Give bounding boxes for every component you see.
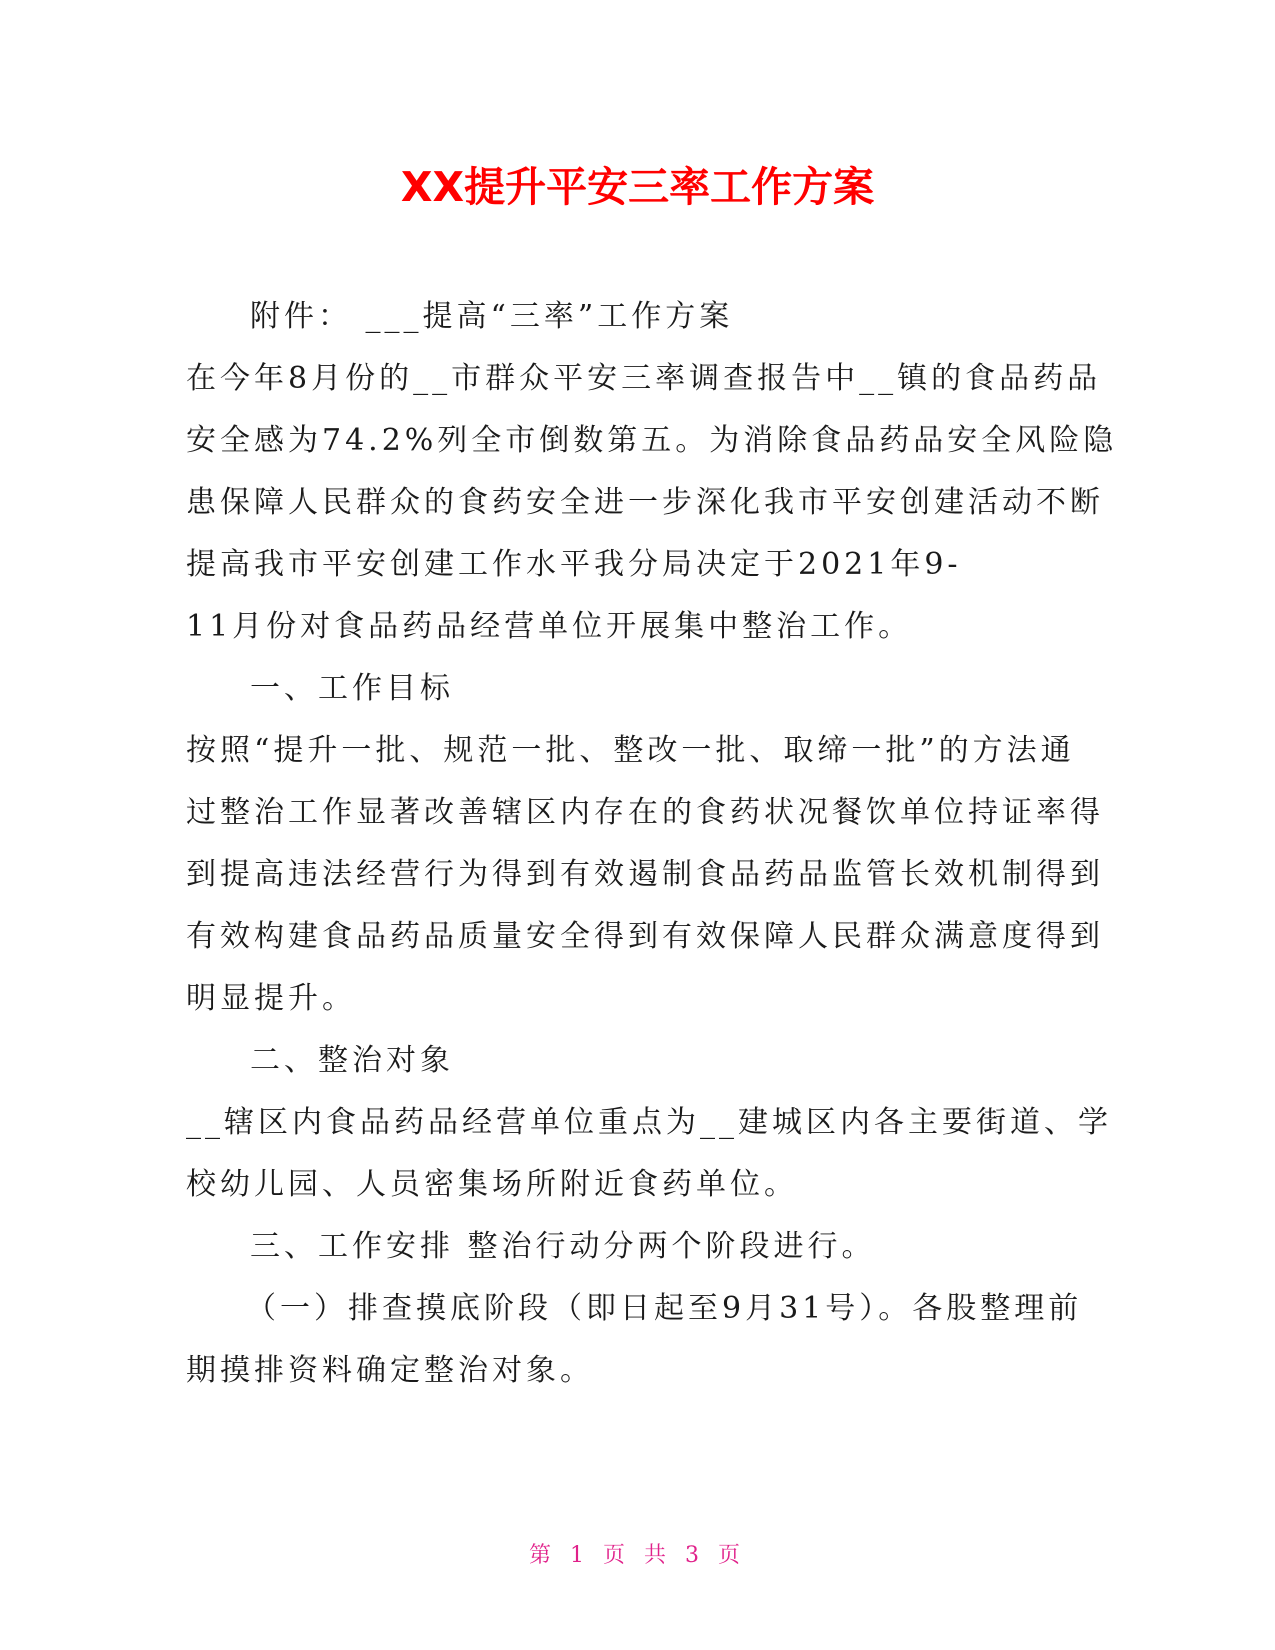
document-body bbox=[186, 286, 1118, 1402]
section-heading: 三、工作安排 整治行动分两个阶段进行。 bbox=[250, 1229, 876, 1264]
paragraph-line: 按照“提升一批、规范一批、整改一批、取缔一批”的方法通 bbox=[186, 733, 1075, 768]
paragraph-line: 患保障人民群众的食药安全进一步深化我市平安创建活动不断 bbox=[186, 485, 1104, 520]
paragraph-line: 提高我市平安创建工作水平我分局决定于2021年9- bbox=[186, 547, 962, 582]
paragraph-line: 11月份对食品药品经营单位开展集中整治工作。 bbox=[186, 609, 913, 644]
paragraph-line: 安全感为74.2%列全市倒数第五。为消除食品药品安全风险隐 bbox=[186, 423, 1118, 458]
paragraph-line: 在今年8月份的__市群众平安三率调查报告中__镇的食品药品 bbox=[186, 361, 1102, 396]
attachment-line: 附件： ___提高“三率”工作方案 bbox=[250, 299, 734, 334]
subsection-line: （一）排查摸底阶段（即日起至9月31号）。各股整理前 bbox=[246, 1291, 1083, 1326]
paragraph-line: 校幼儿园、人员密集场所附近食药单位。 bbox=[186, 1167, 798, 1202]
paragraph-line: 过整治工作显著改善辖区内存在的食药状况餐饮单位持证率得 bbox=[186, 795, 1104, 830]
paragraph-line: 到提高违法经营行为得到有效遏制食品药品监管长效机制得到 bbox=[186, 857, 1104, 892]
section-heading: 一、工作目标 bbox=[250, 671, 454, 706]
paragraph-line: __辖区内食品药品经营单位重点为__建城区内各主要街道、学 bbox=[186, 1105, 1112, 1140]
paragraph-line: 明显提升。 bbox=[186, 981, 356, 1016]
section-heading: 二、整治对象 bbox=[250, 1043, 454, 1078]
page-footer: 第 1 页 共 3 页 bbox=[529, 1543, 746, 1568]
page-title: XX提升平安三率工作方案 bbox=[400, 163, 875, 211]
paragraph-line: 有效构建食品药品质量安全得到有效保障人民群众满意度得到 bbox=[186, 919, 1104, 954]
paragraph-line: 期摸排资料确定整治对象。 bbox=[186, 1353, 594, 1388]
